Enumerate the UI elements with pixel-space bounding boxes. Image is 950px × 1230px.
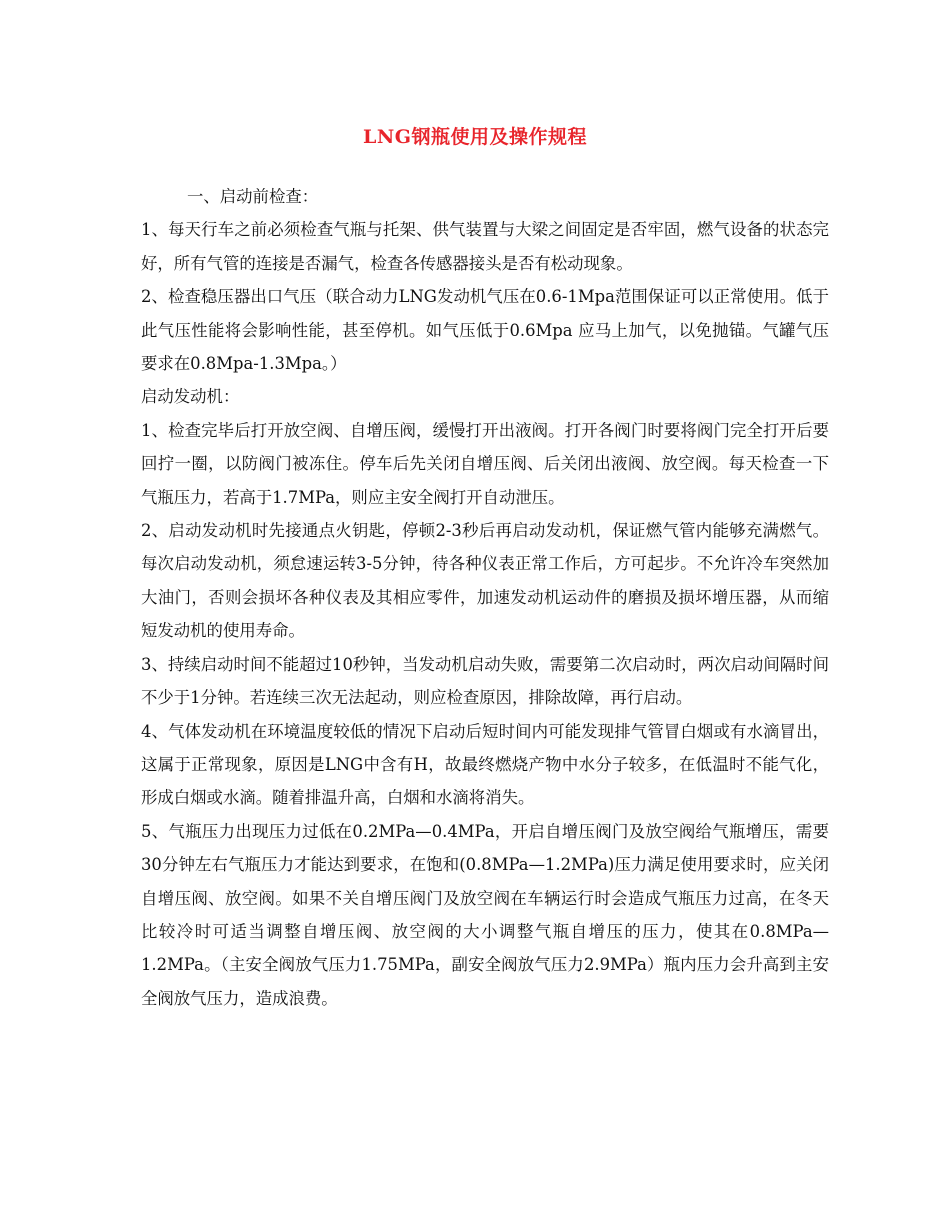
paragraph-start-5: 5、气瓶压力出现压力过低在0.2MPa—0.4MPa，开启自增压阀门及放空阀给气瓶增压，需要30分钟左右气瓶压力才能达到要求，在饱和(0.8MPa—1.2MPa)压力满足使用要求时，应关闭自增压阀、放空阀。如果不关自增压阀门及放空阀在车辆运行时会造成气瓶压力过高，在冬天比较冷时可适当调整自增压阀、放空阀的大小调整气瓶自增压的压力，使其在0.8MPa—1.2MPa。（主安全阀放气压力1.75MPa，副安全阀放气压力2.9MPa）瓶内压力会升高到主安全阀放气压力，造成浪费。	[141, 821, 829, 1008]
paragraph-start-2: 2、启动发动机时先接通点火钥匙，停顿2-3秒后再启动发动机，保证燃气管内能够充满燃气。每次启动发动机，须怠速运转3-5分钟，待各种仪表正常工作后，方可起步。不允许冷车突然加大油门，否则会损坏各种仪表及其相应零件，加速发动机运动件的磨损及损坏增压器，从而缩短发动机的使用寿命。	[141, 521, 829, 641]
paragraph-start-4: 4、气体发动机在环境温度较低的情况下启动后短时间内可能发现排气管冒白烟或有水滴冒出，这属于正常现象，原因是LNG中含有H，故最终燃烧产物中水分子较多，在低温时不能气化，形成白烟或水滴。随着排温升高，白烟和水滴将消失。	[141, 721, 829, 808]
paragraph-start-1: 1、检查完毕后打开放空阀、自增压阀，缓慢打开出液阀。打开各阀门时要将阀门完全打开后要回拧一圈，以防阀门被冻住。停车后先关闭自增压阀、后关闭出液阀、放空阀。每天检查一下气瓶压力，若高于1.7MPa，则应主安全阀打开自动泄压。	[141, 420, 829, 507]
document-title: LNG钢瓶使用及操作规程	[363, 126, 587, 148]
paragraph-check-1: 1、每天行车之前必须检查气瓶与托架、供气装置与大梁之间固定是否牢固，燃气设备的状态完好，所有气管的连接是否漏气，检查各传感器接头是否有松动现象。	[141, 220, 829, 273]
paragraph-start-3: 3、持续启动时间不能超过10秒钟，当发动机启动失败，需要第二次启动时，两次启动间隔时间不少于1分钟。若连续三次无法起动，则应检查原因，排除故障，再行启动。	[141, 654, 829, 708]
document-body	[141, 180, 829, 1015]
section-heading-start-engine: 启动发动机：	[141, 387, 240, 407]
section-heading-pre-start-check: 一、启动前检查：	[187, 187, 319, 206]
paragraph-check-2: 2、检查稳压器出口气压（联合动力LNG发动机气压在0.6-1Mpa范围保证可以正常使用。低于此气压性能将会影响性能，甚至停机。如气压低于0.6Mpa 应马上加气，以免抛锚。气罐气压要求在0.8Mpa-1.3Mpa。）	[141, 287, 829, 374]
